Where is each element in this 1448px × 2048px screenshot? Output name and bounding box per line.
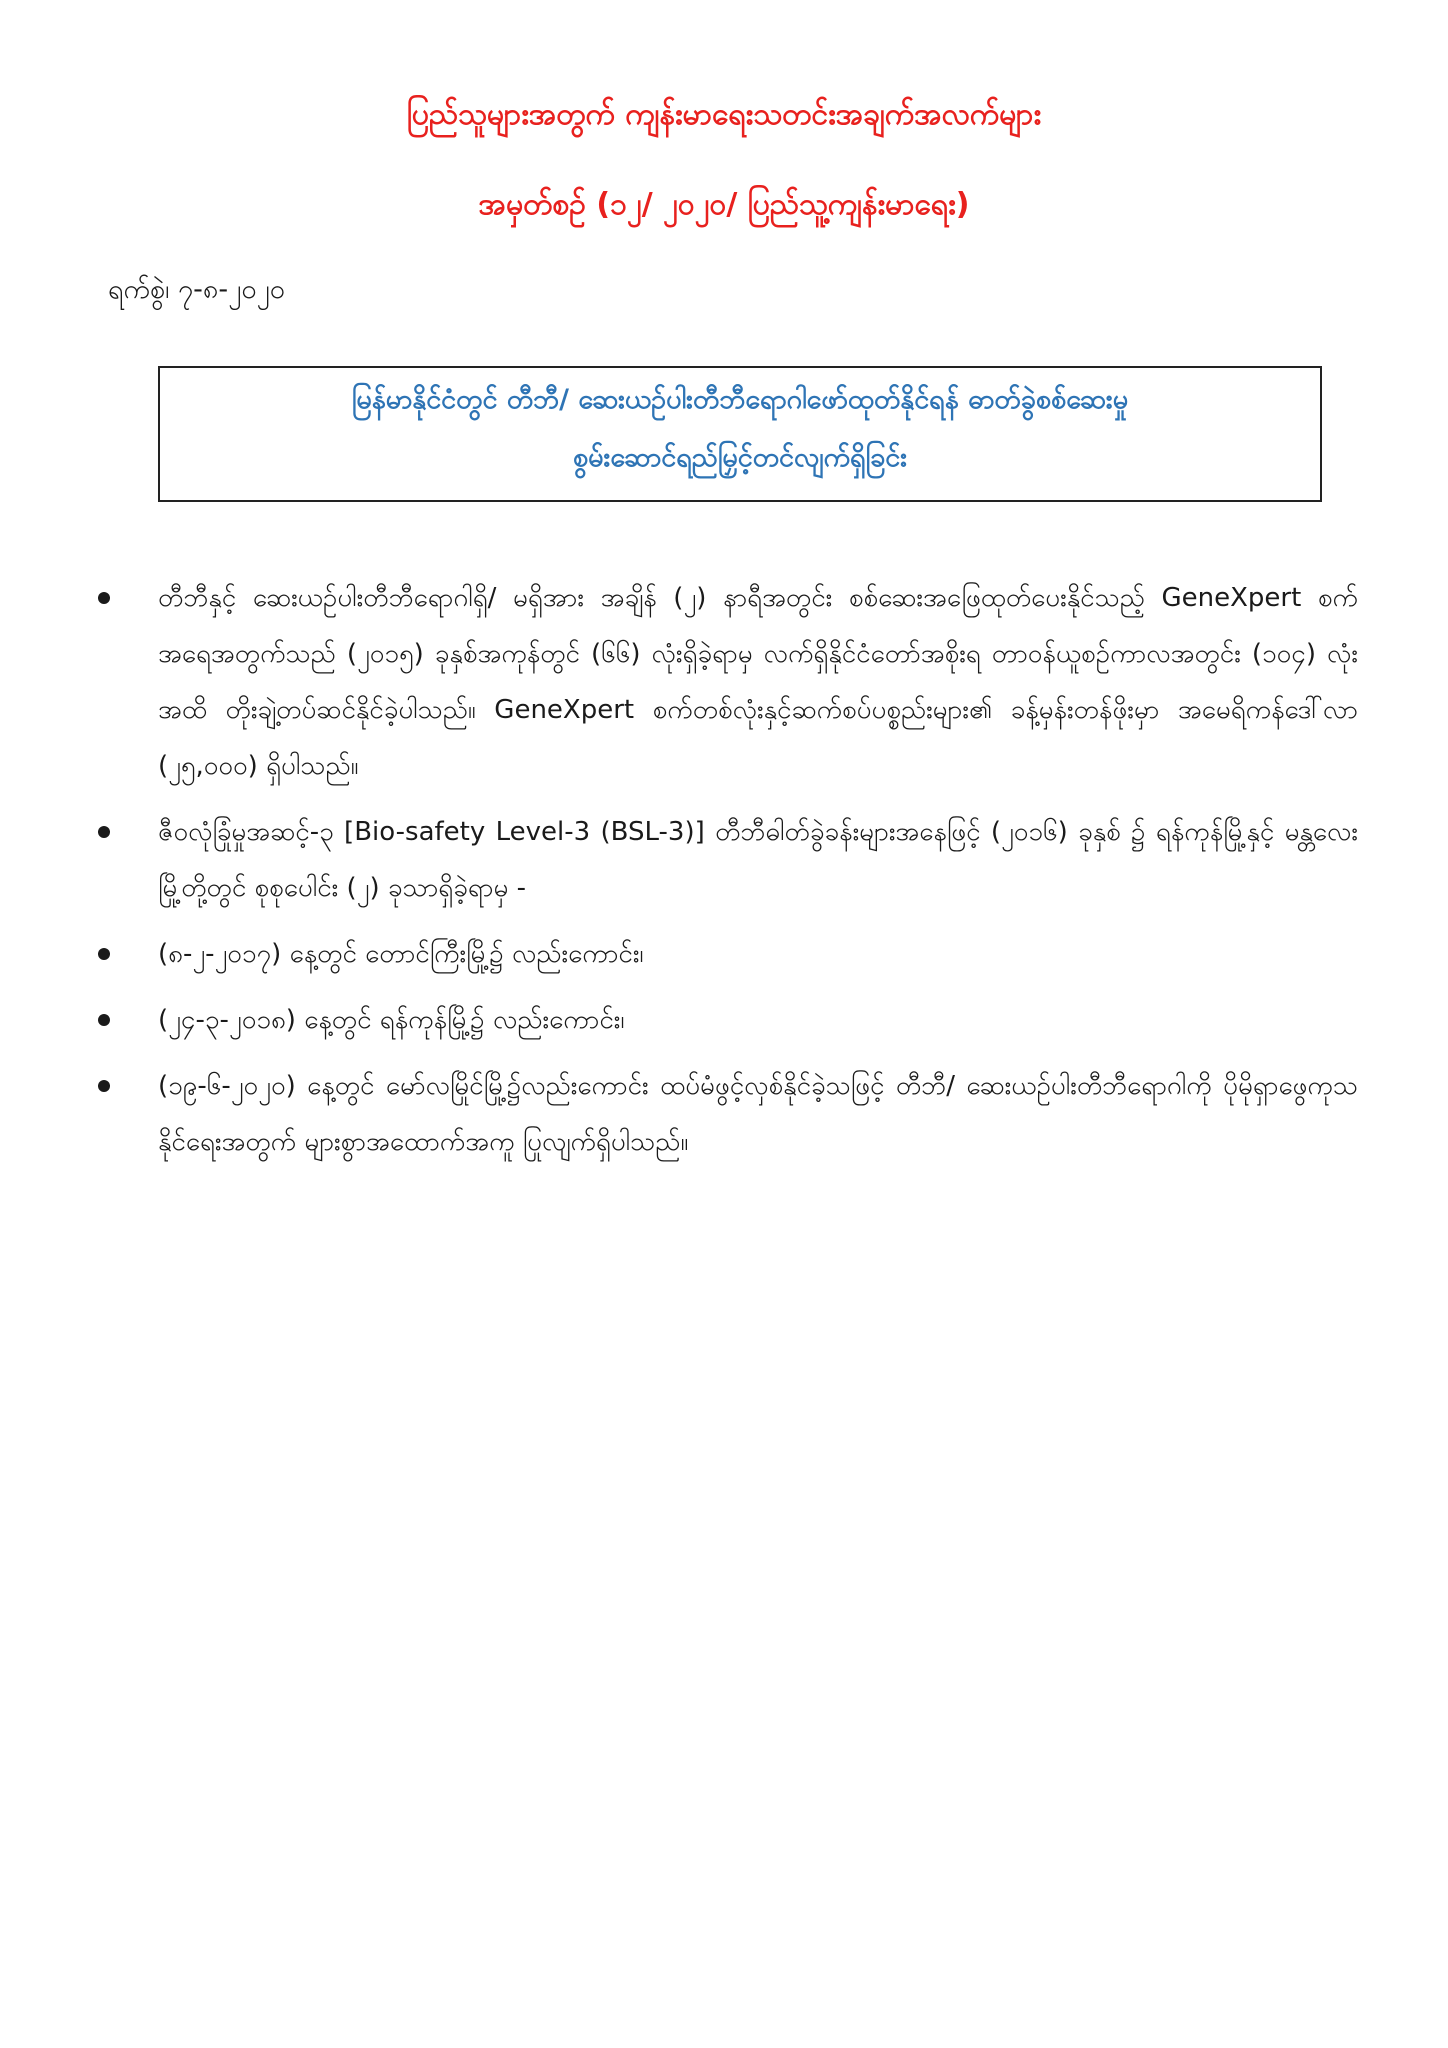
bullet-dot-icon	[98, 826, 110, 838]
bullet-text: (၂၄-၃-၂၀၁၈) နေ့တွင် ရန်ကုန်မြို့၌ လည်းကောင်း၊	[158, 1005, 625, 1035]
bullet-text: (၁၉-၆-၂၀၂၀) နေ့တွင် မော်လမြိုင်မြို့၌လည်းကောင်း ထပ်မံဖွင့်လှစ်နိုင်ခဲ့သဖြင့် တီဘီ/ ဆေးယဉ်ပါးတီဘီရောဂါကို ပိုမိုရှာဖွေကုသနိုင်ရေးအတွက် များစွာအထောက်အကူ ပြုလျက်ရှိပါသည်။	[158, 1071, 1358, 1157]
headline-line-2: စွမ်းဆောင်ရည်မြှင့်တင်လျက်ရှိခြင်း	[572, 442, 908, 473]
bullet-item	[118, 992, 1358, 1048]
title-line-2: အမှတ်စဉ် (၁၂/ ၂၀၂၀/ ပြည်သူ့ကျန်းမာရေး)	[478, 187, 970, 222]
title-line-1: ပြည်သူများအတွက် ကျန်းမာရေးသတင်းအချက်အလက်များ	[406, 97, 1042, 132]
bullet-dot-icon	[98, 592, 110, 604]
bullet-item	[118, 1058, 1358, 1170]
bullet-text: (၈-၂-၂၀၁၇) နေ့တွင် တောင်ကြီးမြို့၌ လည်းကောင်း၊	[158, 939, 644, 969]
bullet-item	[118, 926, 1358, 982]
bullet-text: ဇီဝလုံခြုံမှုအဆင့်-၃ [Bio-safety Level-3 (BSL-3)] တီဘီဓါတ်ခွဲခန်းများအနေဖြင့် (၂၀၁၆) ခုနှစ် ၌ ရန်ကုန်မြို့နှင့် မန္တလေးမြို့တို့တွင် စုစုပေါင်း (၂) ခုသာရှိခဲ့ရာမှ -	[158, 817, 1358, 903]
bullet-dot-icon	[98, 1014, 110, 1026]
bullet-item	[118, 570, 1358, 794]
bullet-list	[118, 570, 1358, 1180]
headline-box	[158, 366, 1322, 502]
headline-line-1: မြန်မာနိုင်ငံတွင် တီဘီ/ ဆေးယဉ်ပါးတီဘီရောဂါဖော်ထုတ်နိုင်ရန် ဓာတ်ခွဲစစ်ဆေးမှု	[351, 384, 1129, 415]
bullet-dot-icon	[98, 1080, 110, 1092]
date-line: ရက်စွဲ၊ ၇-၈-၂၀၂၀	[108, 274, 285, 305]
bullet-item	[118, 804, 1358, 916]
bullet-text: တီဘီနှင့် ဆေးယဉ်ပါးတီဘီရောဂါရှိ/ မရှိအား အချိန် (၂) နာရီအတွင်း စစ်ဆေးအဖြေထုတ်ပေးနိုင်သည့် GeneXpert စက်အရေအတွက်သည် (၂၀၁၅) ခုနှစ်အကုန်တွင် (၆၆) လုံးရှိခဲ့ရာမှ လက်ရှိနိုင်ငံတော်အစိုးရ တာဝန်ယူစဉ်ကာလအတွင်း (၁၀၄) လုံးအထိ တိုးချဲ့တပ်ဆင်နိုင်ခဲ့ပါသည်။ GeneXpert စက်တစ်လုံးနှင့်ဆက်စပ်ပစ္စည်းများ၏ ခန့်မှန်းတန်ဖိုးမှာ အမေရိကန်ဒေါ်လာ (၂၅,၀၀၀) ရှိပါသည်။	[158, 583, 1358, 781]
bullet-dot-icon	[98, 948, 110, 960]
